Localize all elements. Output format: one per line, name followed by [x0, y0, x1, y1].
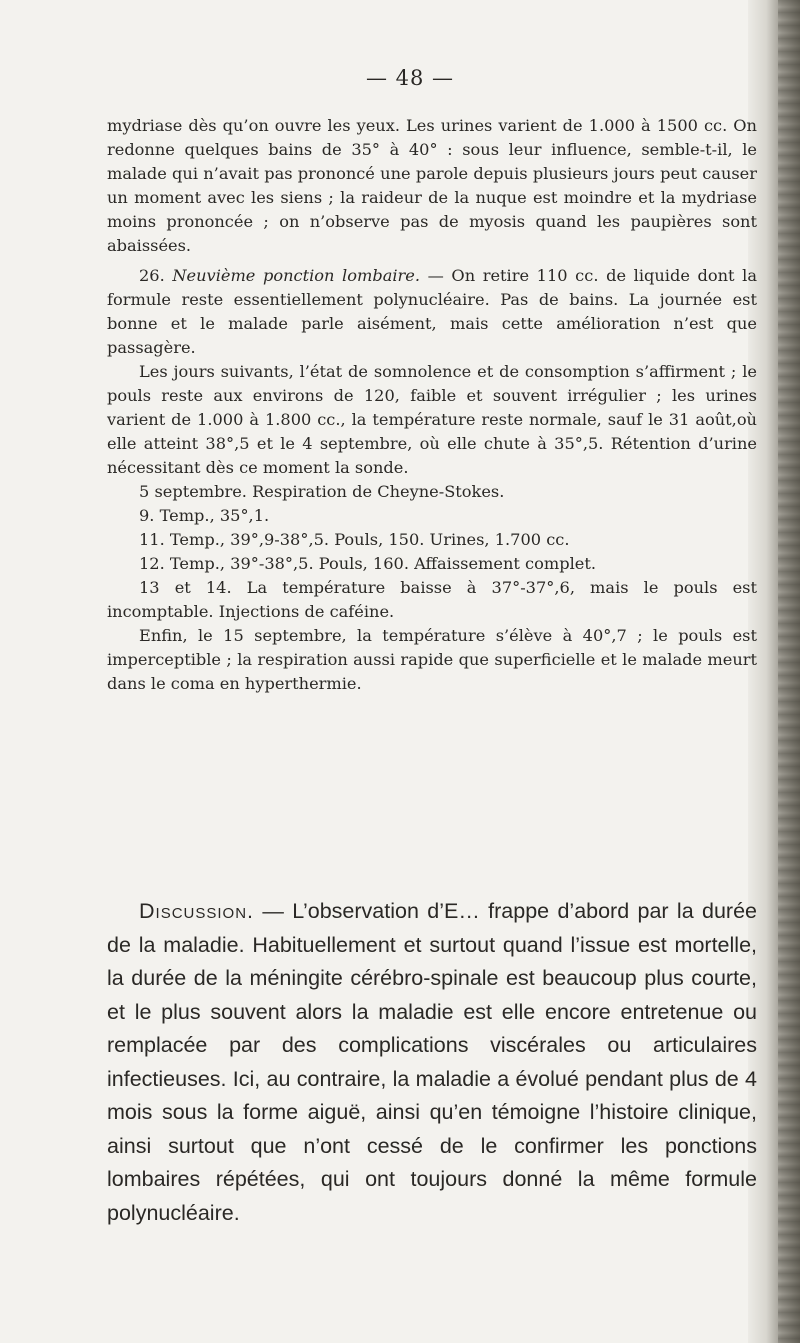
ponction-title: Neuvième ponction lombaire. [172, 266, 420, 285]
paragraph-number: 26. [139, 266, 165, 285]
page-number: — 48 — [365, 66, 455, 90]
discussion-paragraph [107, 895, 757, 1230]
discussion-text: — L’observation d’E… frappe d’abord par la durée de la maladie. Habituellement et surtout quand l’issue est mortelle, la durée de la méningite cérébro-spinale est beaucoup plus courte, et le plus souvent alors la maladie est elle encore entretenue ou remplacée par des complications viscérales ou articulaires infectieuses. Ici, au contraire, la maladie a évolué pendant plus de 4 mois sous la forme aiguë, ainsi qu’en témoigne l’histoire clinique, ainsi surtout que n’ont cessé de le confirmer les ponctions lombaires répétées, qui ont toujours donné la même formule polynucléaire. [107, 899, 757, 1225]
entry-5-septembre: 5 septembre. Respiration de Cheyne-Stokes. [139, 482, 505, 501]
paragraph-ponction [107, 264, 757, 360]
observation-text [107, 114, 757, 696]
ponction-body: — On retire 110 cc. de liquide dont la formule reste essentiellement polynucléaire. Pas de bains. La journée est bonne et le malade parle aisément, mais cette amélioration n’est que passagère. [107, 266, 757, 357]
entry-12: 12. Temp., 39°-38°,5. Pouls, 160. Affaissement complet. [139, 554, 596, 573]
paragraph-mydriase: mydriase dès qu’on ouvre les yeux. Les urines varient de 1.000 à 1500 cc. On redonne quelques bains de 35° à 40° : sous leur influence, semble-t-il, le malade qui n’avait pas prononcé une parole depuis plusieurs jours peut causer un moment avec les siens ; la raideur de la nuque est moindre et la mydriase moins prononcée ; on n’observe pas de myosis quand les paupières sont abaissées. [107, 116, 757, 255]
entry-11: 11. Temp., 39°,9-38°,5. Pouls, 150. Urines, 1.700 cc. [139, 530, 570, 549]
entry-15-septembre: Enfin, le 15 septembre, la température s’élève à 40°,7 ; le pouls est imperceptible ; la respiration aussi rapide que superficielle et le malade meurt dans le coma en hyperthermie. [107, 626, 757, 693]
entry-9: 9. Temp., 35°,1. [139, 506, 270, 525]
entry-13-14: 13 et 14. La température baisse à 37°-37°,6, mais le pouls est incomptable. Injections de caféine. [107, 578, 757, 621]
discussion-label: Discussion. [139, 899, 255, 923]
paragraph-jours-suivants: Les jours suivants, l’état de somnolence et de consomption s’affirment ; le pouls reste aux environs de 120, faible et souvent irrégulier ; les urines varient de 1.000 à 1.800 cc., la température reste normale, sauf le 31 août,où elle atteint 38°,5 et le 4 septembre, où elle chute à 35°,5. Rétention d’urine nécessitant dès ce moment la sonde. [107, 362, 757, 477]
